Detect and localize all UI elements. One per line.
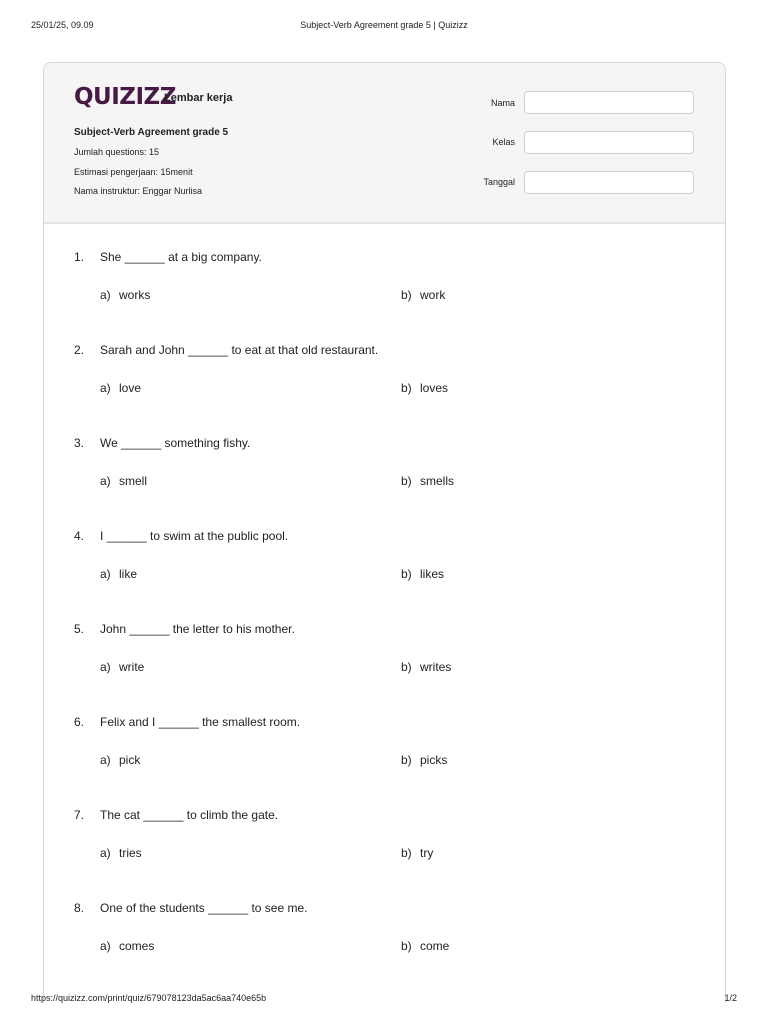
document-type-label: Lembar kerja: [164, 92, 233, 104]
option-a[interactable]: [100, 474, 147, 488]
date-field[interactable]: [524, 171, 694, 194]
option-letter: a): [100, 753, 111, 767]
question-text: We ______ something fishy.: [100, 436, 251, 450]
option-a[interactable]: [100, 288, 150, 302]
option-a[interactable]: [100, 846, 142, 860]
option-letter: b): [401, 381, 412, 395]
option-text: like: [119, 567, 138, 581]
option-text: write: [119, 660, 145, 674]
option-letter: b): [401, 474, 412, 488]
option-letter: b): [401, 660, 412, 674]
question-item: [44, 901, 725, 981]
option-b[interactable]: [401, 567, 444, 581]
option-b[interactable]: [401, 753, 447, 767]
option-text: picks: [420, 753, 448, 767]
option-a[interactable]: [100, 381, 141, 395]
option-letter: a): [100, 381, 111, 395]
print-header: [31, 20, 737, 34]
option-letter: b): [401, 753, 412, 767]
option-letter: a): [100, 939, 111, 953]
option-letter: a): [100, 846, 111, 860]
question-number: 2.: [74, 343, 85, 357]
question-number: 4.: [74, 529, 85, 543]
option-text: pick: [119, 753, 141, 767]
option-b[interactable]: [401, 939, 449, 953]
question-item: [44, 436, 725, 516]
class-field-label: Kelas: [492, 137, 515, 147]
option-b[interactable]: [401, 381, 448, 395]
question-number: 1.: [74, 250, 85, 264]
option-letter: a): [100, 660, 111, 674]
question-number: 8.: [74, 901, 85, 915]
quizizz-logo: QUIZIZZ: [74, 84, 176, 110]
question-text: John ______ the letter to his mother.: [100, 622, 295, 636]
option-a[interactable]: [100, 753, 140, 767]
option-text: come: [420, 939, 450, 953]
option-text: writes: [420, 660, 452, 674]
question-text: Sarah and John ______ to eat at that old restaurant.: [100, 343, 379, 357]
question-number: 6.: [74, 715, 85, 729]
option-text: comes: [119, 939, 155, 953]
print-date: 25/01/25, 09.09: [31, 20, 94, 30]
estimated-time: Estimasi pengerjaan: 15menit: [74, 167, 193, 177]
question-item: [44, 250, 725, 330]
option-text: tries: [119, 846, 142, 860]
print-url: https://quizizz.com/print/quiz/679078123da5ac6aa740e65b: [31, 993, 267, 1003]
name-field-label: Nama: [490, 98, 515, 108]
question-text: One of the students ______ to see me.: [100, 901, 308, 915]
instructor-name: Nama instruktur: Enggar Nurlisa: [74, 186, 203, 196]
option-a[interactable]: [100, 660, 144, 674]
option-letter: b): [401, 567, 412, 581]
option-letter: b): [401, 846, 412, 860]
option-letter: a): [100, 288, 111, 302]
question-item: [44, 808, 725, 888]
question-number: 7.: [74, 808, 85, 822]
option-a[interactable]: [100, 939, 154, 953]
option-text: likes: [420, 567, 445, 581]
option-text: works: [119, 288, 151, 302]
option-letter: a): [100, 567, 111, 581]
name-field[interactable]: [524, 91, 694, 114]
print-footer: [31, 993, 737, 1007]
option-b[interactable]: [401, 660, 451, 674]
option-text: try: [420, 846, 434, 860]
option-text: love: [119, 381, 142, 395]
option-text: work: [420, 288, 446, 302]
option-text: loves: [420, 381, 449, 395]
worksheet-card: [43, 62, 726, 1003]
question-count: Jumlah questions: 15: [74, 147, 160, 157]
option-text: smell: [119, 474, 148, 488]
question-text: The cat ______ to climb the gate.: [100, 808, 279, 822]
worksheet-header: [44, 63, 725, 224]
option-a[interactable]: [100, 567, 137, 581]
option-letter: a): [100, 474, 111, 488]
question-text: I ______ to swim at the public pool.: [100, 529, 289, 543]
question-number: 3.: [74, 436, 85, 450]
option-b[interactable]: [401, 288, 445, 302]
option-b[interactable]: [401, 474, 454, 488]
quiz-title: Subject-Verb Agreement grade 5: [74, 127, 229, 138]
option-text: smells: [420, 474, 455, 488]
question-item: [44, 715, 725, 795]
option-b[interactable]: [401, 846, 433, 860]
date-field-label: Tanggal: [483, 177, 515, 187]
option-letter: b): [401, 288, 412, 302]
question-item: [44, 529, 725, 609]
question-text: She ______ at a big company.: [100, 250, 262, 264]
class-field[interactable]: [524, 131, 694, 154]
print-page-title: Subject-Verb Agreement grade 5 | Quizizz: [300, 20, 468, 30]
question-item: [44, 343, 725, 423]
page-number: 1/2: [724, 993, 737, 1003]
question-number: 5.: [74, 622, 85, 636]
option-letter: b): [401, 939, 412, 953]
question-item: [44, 622, 725, 702]
question-text: Felix and I ______ the smallest room.: [100, 715, 301, 729]
